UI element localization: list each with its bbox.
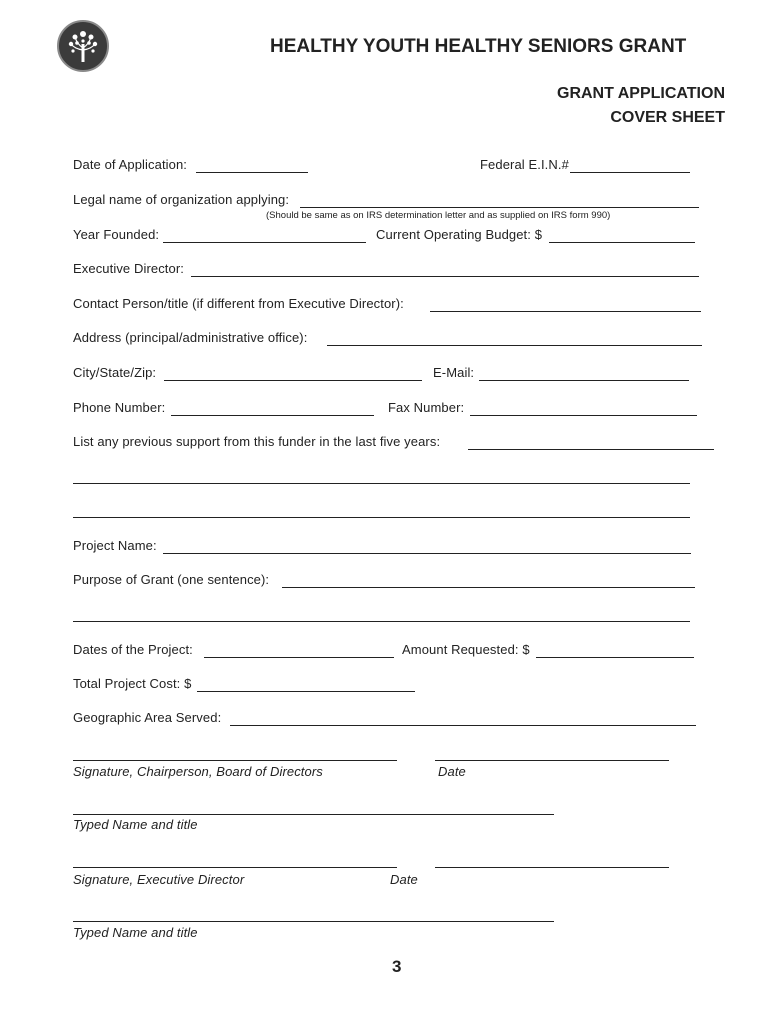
typed-name-line-2 — [73, 921, 554, 922]
federal-ein-line — [570, 172, 690, 173]
chair-signature-label: Signature, Chairperson, Board of Directors — [73, 764, 323, 779]
project-name-input[interactable] — [163, 538, 691, 552]
purpose-line — [282, 587, 695, 588]
legal-name-label: Legal name of organization applying: — [73, 192, 290, 207]
organization-logo — [57, 20, 109, 72]
address-line — [327, 345, 702, 346]
previous-support-input-2[interactable] — [73, 469, 690, 483]
previous-support-label: List any previous support from this funder in the last five years: — [73, 434, 441, 449]
email-input[interactable] — [479, 365, 689, 379]
operating-budget-line — [549, 242, 695, 243]
page-subtitle-2: COVER SHEET — [610, 109, 725, 126]
exec-date-label: Date — [390, 872, 418, 887]
legal-name-line — [300, 207, 699, 208]
typed-name-label-2: Typed Name and title — [73, 925, 198, 940]
city-state-zip-label: City/State/Zip: — [73, 365, 157, 380]
geographic-area-line — [230, 725, 696, 726]
typed-name-input-1[interactable] — [73, 799, 554, 813]
exec-signature-input[interactable] — [73, 852, 397, 866]
page-number: 3 — [392, 957, 402, 976]
year-founded-line — [163, 242, 366, 243]
city-state-zip-input[interactable] — [164, 365, 422, 379]
purpose-line-2 — [73, 621, 690, 622]
exec-signature-line — [73, 867, 397, 868]
exec-date-input[interactable] — [435, 852, 669, 866]
operating-budget-input[interactable] — [549, 227, 695, 241]
exec-date-line — [435, 867, 669, 868]
dates-of-project-label: Dates of the Project: — [73, 642, 193, 657]
total-cost-line — [197, 691, 415, 692]
email-line — [479, 380, 689, 381]
date-of-application-line — [196, 172, 308, 173]
legal-name-input[interactable] — [300, 192, 699, 206]
tree-icon — [59, 22, 107, 70]
legal-name-note: (Should be same as on IRS determination letter and as supplied on IRS form 990) — [266, 210, 611, 221]
federal-ein-label: Federal E.I.N.# — [480, 157, 569, 172]
geographic-area-input[interactable] — [230, 710, 696, 724]
email-label: E-Mail: — [433, 365, 475, 380]
amount-requested-label: Amount Requested: $ — [402, 642, 530, 657]
operating-budget-label: Current Operating Budget: $ — [376, 227, 543, 242]
project-name-label: Project Name: — [73, 538, 157, 553]
page-title: HEALTHY YOUTH HEALTHY SENIORS GRANT — [270, 36, 687, 57]
previous-support-line-3 — [73, 517, 690, 518]
dates-of-project-line — [204, 657, 394, 658]
date-of-application-input[interactable] — [196, 157, 308, 171]
previous-support-line-2 — [73, 483, 690, 484]
executive-director-line — [191, 276, 699, 277]
amount-requested-line — [536, 657, 694, 658]
previous-support-input-3[interactable] — [73, 503, 690, 517]
fax-input[interactable] — [470, 400, 697, 414]
fax-line — [470, 415, 697, 416]
contact-person-line — [430, 311, 701, 312]
city-state-zip-line — [164, 380, 422, 381]
exec-signature-label: Signature, Executive Director — [73, 872, 245, 887]
chair-signature-input[interactable] — [73, 745, 397, 759]
purpose-input-2[interactable] — [73, 607, 690, 621]
page-subtitle: GRANT APPLICATION — [557, 85, 725, 102]
previous-support-input[interactable] — [468, 434, 714, 448]
dates-of-project-input[interactable] — [204, 642, 394, 656]
previous-support-line — [468, 449, 714, 450]
typed-name-label-1: Typed Name and title — [73, 817, 198, 832]
purpose-input[interactable] — [282, 572, 695, 586]
chair-date-label: Date — [438, 764, 466, 779]
contact-person-label: Contact Person/title (if different from Executive Director): — [73, 296, 404, 311]
year-founded-label: Year Founded: — [73, 227, 160, 242]
typed-name-line-1 — [73, 814, 554, 815]
executive-director-input[interactable] — [191, 261, 699, 275]
fax-label: Fax Number: — [388, 400, 465, 415]
phone-line — [171, 415, 374, 416]
address-input[interactable] — [327, 330, 702, 344]
total-cost-input[interactable] — [197, 676, 415, 690]
amount-requested-input[interactable] — [536, 642, 694, 656]
purpose-label: Purpose of Grant (one sentence): — [73, 572, 270, 587]
federal-ein-input[interactable] — [570, 157, 690, 171]
typed-name-input-2[interactable] — [73, 906, 554, 920]
contact-person-input[interactable] — [430, 296, 701, 310]
date-of-application-label: Date of Application: — [73, 157, 188, 172]
chair-date-input[interactable] — [435, 745, 669, 759]
year-founded-input[interactable] — [163, 227, 366, 241]
total-cost-label: Total Project Cost: $ — [73, 676, 192, 691]
project-name-line — [163, 553, 691, 554]
address-label: Address (principal/administrative office): — [73, 330, 308, 345]
geographic-area-label: Geographic Area Served: — [73, 710, 222, 725]
phone-label: Phone Number: — [73, 400, 166, 415]
chair-date-line — [435, 760, 669, 761]
chair-signature-line — [73, 760, 397, 761]
executive-director-label: Executive Director: — [73, 261, 184, 276]
phone-input[interactable] — [171, 400, 374, 414]
